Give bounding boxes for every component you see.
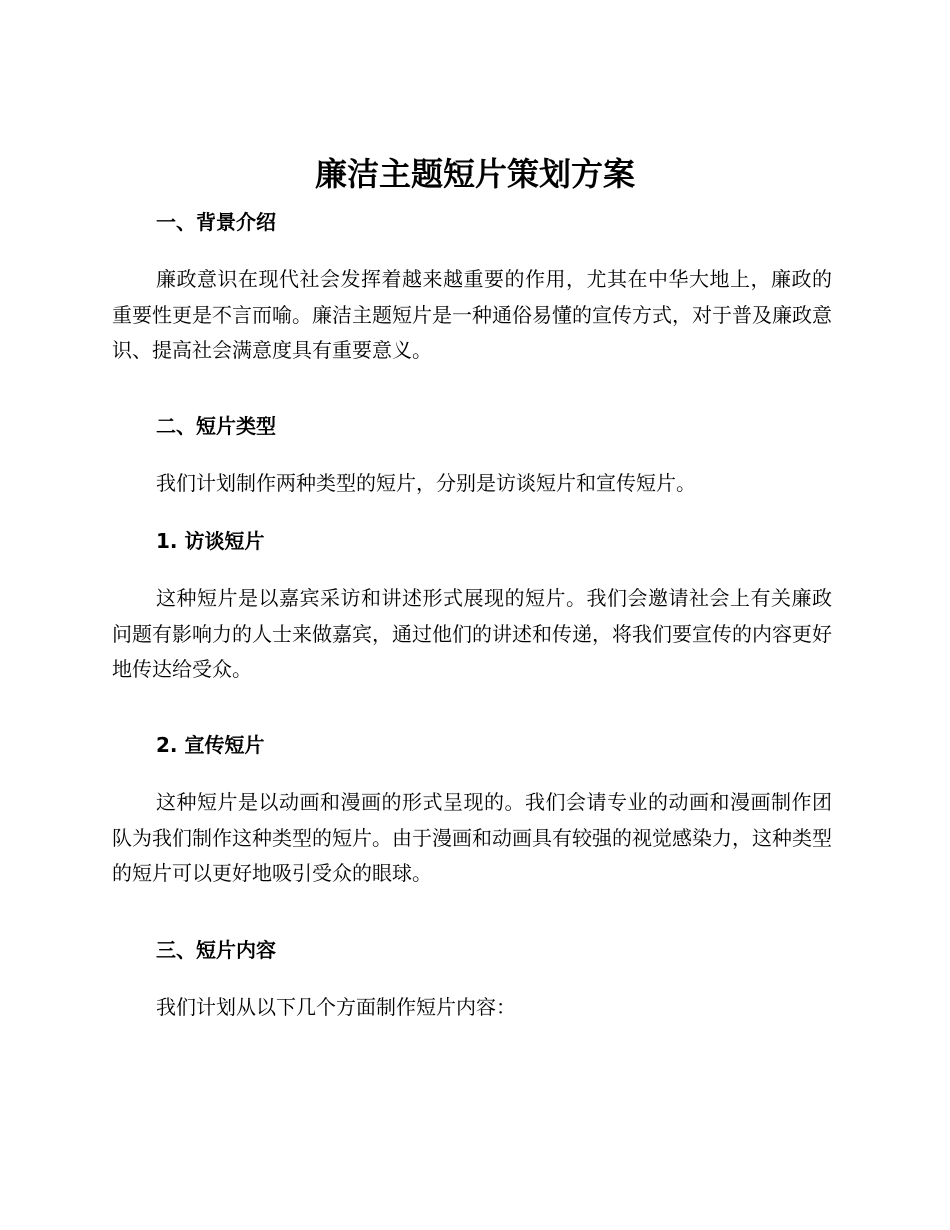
paragraph-interview: 这种短片是以嘉宾采访和讲述形式展现的短片。我们会邀请社会上有关廉政问题有影响力的人士来做嘉宾，通过他们的讲述和传递，将我们要宣传的内容更好地传达给受众。 <box>112 586 832 681</box>
paragraph-background: 廉政意识在现代社会发挥着越来越重要的作用，尤其在中华大地上，廉政的重要性更是不言而喻。廉洁主题短片是一种通俗易懂的宣传方式，对于普及廉政意识、提高社会满意度具有重要意义。 <box>112 267 832 362</box>
document-title: 廉洁主题短片策划方案 <box>314 155 635 193</box>
section-heading-types: 二、短片类型 <box>156 414 276 438</box>
paragraph-promo: 这种短片是以动画和漫画的形式呈现的。我们会请专业的动画和漫画制作团队为我们制作这种类型的短片。由于漫画和动画具有较强的视觉感染力，这种类型的短片可以更好地吸引受众的眼球。 <box>112 790 832 885</box>
subheading-interview: 1. 访谈短片 <box>156 529 265 553</box>
subheading-promo: 2. 宣传短片 <box>156 733 265 757</box>
paragraph-types: 我们计划制作两种类型的短片，分别是访谈短片和宣传短片。 <box>156 471 696 495</box>
section-heading-background: 一、背景介绍 <box>156 210 276 234</box>
section-heading-content: 三、短片内容 <box>156 938 276 962</box>
paragraph-content: 我们计划从以下几个方面制作短片内容： <box>156 995 516 1019</box>
